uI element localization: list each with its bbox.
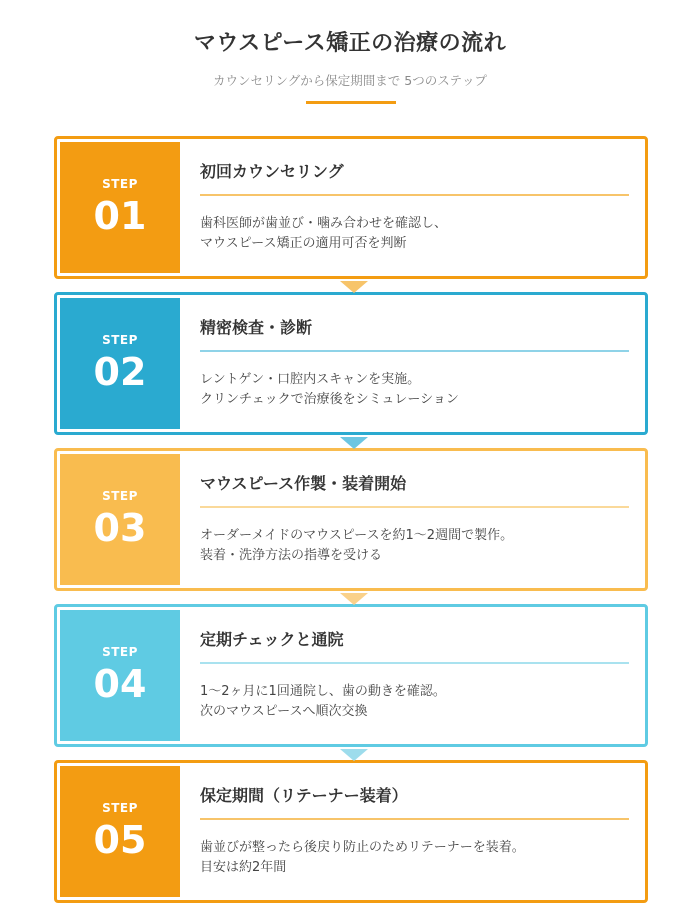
step-description-line: 1〜2ヶ月に1回通院し、歯の動きを確認。: [200, 684, 446, 699]
step-card: [54, 292, 648, 435]
step-card: [54, 760, 648, 903]
step-card: [54, 448, 648, 591]
step-label: STEP: [102, 644, 138, 659]
step-description-line: レントゲン・口腔内スキャンを実施。: [200, 372, 421, 387]
step-label: STEP: [102, 332, 138, 347]
step-number: 03: [93, 505, 147, 550]
step-description: [200, 682, 446, 722]
step-label: STEP: [102, 800, 138, 815]
step-description-line: マウスピース矯正の適用可否を判断: [200, 236, 407, 251]
step-badge: [60, 610, 180, 741]
step-description-line: 目安は約2年間: [200, 860, 287, 875]
step-card: [54, 604, 648, 747]
down-arrow-icon: [340, 281, 368, 293]
step-description: [200, 526, 513, 566]
step-number: 04: [93, 661, 147, 706]
step-label: STEP: [102, 488, 138, 503]
step-title: マウスピース作製・装着開始: [200, 474, 407, 493]
step-divider: [200, 818, 629, 820]
step-description: [200, 370, 459, 410]
step-divider: [200, 350, 629, 352]
step-card: [54, 136, 648, 279]
step-divider: [200, 662, 629, 664]
step-description-line: クリンチェックで治療後をシミュレーション: [200, 392, 459, 407]
step-divider: [200, 506, 629, 508]
step-title: 定期チェックと通院: [200, 630, 344, 649]
step-description-line: 歯並びが整ったら後戻り防止のためリテーナーを装着。: [200, 840, 525, 855]
step-badge: [60, 766, 180, 897]
page-title: マウスピース矯正の治療の流れ: [193, 31, 507, 56]
step-description-line: 装着・洗浄方法の指導を受ける: [200, 548, 383, 563]
step-badge: [60, 298, 180, 429]
step-number: 02: [93, 349, 147, 394]
step-title: 精密検査・診断: [200, 318, 313, 337]
down-arrow-icon: [340, 437, 368, 449]
step-title: 保定期間（リテーナー装着）: [200, 786, 408, 805]
step-description: [200, 214, 447, 254]
step-description-line: オーダーメイドのマウスピースを約1〜2週間で製作。: [200, 528, 514, 543]
title-underline: [306, 101, 396, 104]
steps-list: [54, 136, 648, 903]
step-divider: [200, 194, 629, 196]
step-number: 05: [93, 817, 147, 862]
step-label: STEP: [102, 176, 138, 191]
down-arrow-icon: [340, 749, 368, 761]
step-number: 01: [93, 193, 147, 238]
step-badge: [60, 454, 180, 585]
step-badge: [60, 142, 180, 273]
page-subtitle: カウンセリングから保定期間まで 5つのステップ: [213, 73, 487, 88]
step-description: [200, 838, 525, 878]
down-arrow-icon: [340, 593, 368, 605]
step-description-line: 次のマウスピースへ順次交換: [200, 704, 368, 719]
step-title: 初回カウンセリング: [200, 162, 344, 181]
step-description-line: 歯科医師が歯並び・噛み合わせを確認し、: [200, 216, 448, 231]
